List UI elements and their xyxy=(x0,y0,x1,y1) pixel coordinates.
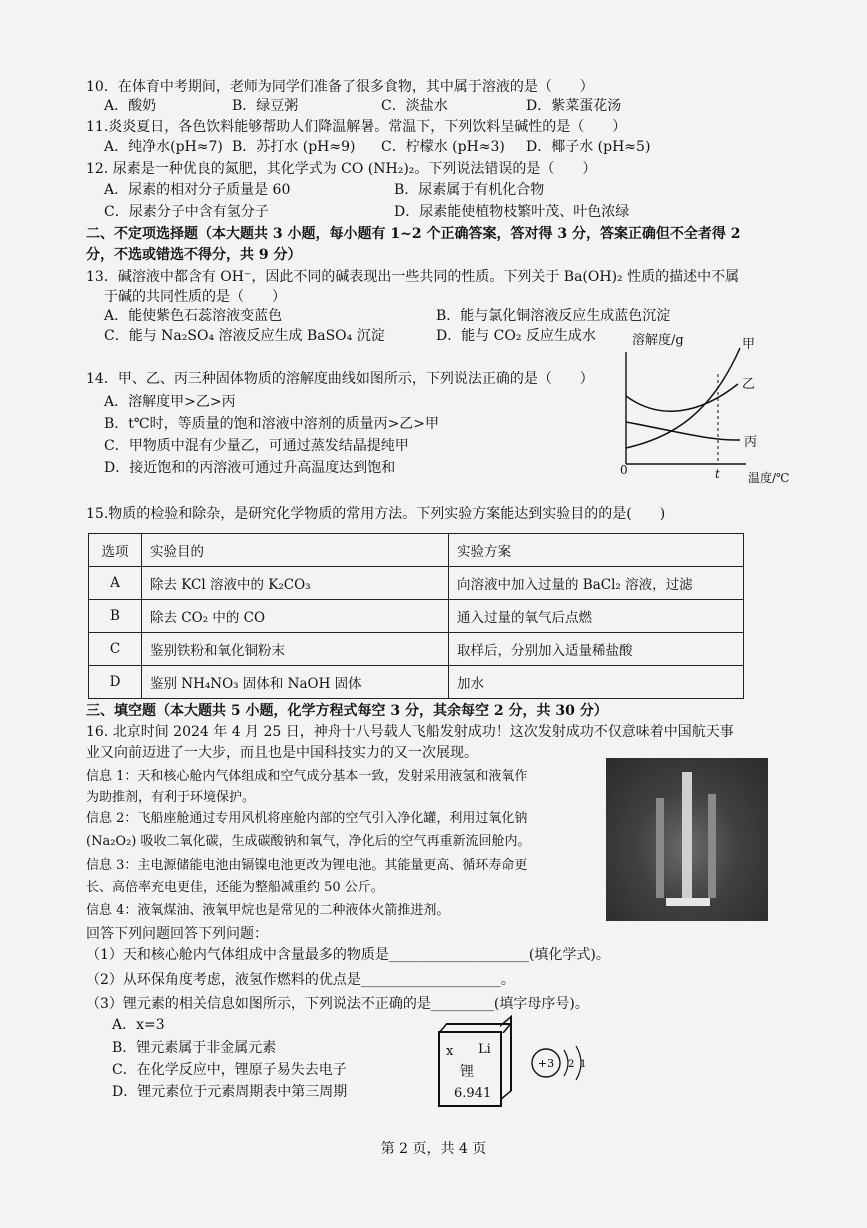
q16-part3: （3）锂元素的相关信息如图所示，下列说法不正确的是_________(填字母序号)。 xyxy=(86,996,589,1012)
q16-info1-cont: 为助推剂，有利于环境保护。 xyxy=(86,790,256,805)
table-cell: 加水 xyxy=(449,666,744,699)
series-label-yi: 乙 xyxy=(742,377,756,392)
table-cell: 除去 CO₂ 中的 CO xyxy=(142,600,449,633)
chart-x-marker: t xyxy=(715,467,720,481)
table-header: 实验目的 xyxy=(142,534,449,567)
q13-option-c: C．能与 Na₂SO₄ 溶液反应生成 BaSO₄ 沉淀 xyxy=(104,328,385,344)
q16-info4: 信息 4：液氧煤油、液氧甲烷也是常见的二种液体火箭推进剂。 xyxy=(86,903,450,918)
element-symbol: Li xyxy=(478,1042,491,1057)
section2-heading-cont: 分，不选或错选不得分，共 9 分） xyxy=(86,247,302,263)
table-row xyxy=(89,666,744,699)
solubility-chart xyxy=(610,326,810,484)
shell1-electrons: 2 xyxy=(568,1059,575,1070)
series-line-bing xyxy=(626,422,740,440)
q11-option-d: D．椰子水 (pH≈5) xyxy=(526,139,651,155)
q16-part2: （2）从环保角度考虑，液氢作燃料的优点是____________________。 xyxy=(86,972,515,988)
q16-option-a: A．x=3 xyxy=(112,1017,165,1033)
table-cell: 除去 KCl 溶液中的 K₂CO₃ xyxy=(142,567,449,600)
q11-stem: 11.炎炎夏日，各色饮料能够帮助人们降温解暑。常温下，下列饮料呈碱性的是（ ） xyxy=(86,119,627,135)
series-label-bing: 丙 xyxy=(744,435,758,450)
table-cell: 鉴别 NH₄NO₃ 固体和 NaOH 固体 xyxy=(142,666,449,699)
q10-stem: 10．在体育中考期间，老师为同学们准备了很多食物，其中属于溶液的是（ ） xyxy=(86,79,594,95)
element-atomic-number: x xyxy=(446,1044,454,1059)
q10-option-b: B．绿豆粥 xyxy=(232,98,299,114)
q12-option-b: B．尿素属于有机化合物 xyxy=(394,182,545,198)
q13-stem-cont: 于碱的共同性质的是（ ） xyxy=(104,289,286,305)
q16-option-b: B．锂元素属于非金属元素 xyxy=(112,1040,277,1056)
q13-option-b: B．能与氯化铜溶液反应生成蓝色沉淀 xyxy=(436,308,671,324)
q14-option-c: C．甲物质中混有少量乙，可通过蒸发结晶提纯甲 xyxy=(104,438,409,454)
shell2-electrons: 1 xyxy=(580,1059,587,1070)
q16-info2-cont: (Na₂O₂) 吸收二氧化碳，生成碳酸钠和氧气，净化后的空气再重新流回舱内。 xyxy=(86,834,531,849)
q12-option-c: C．尿素分子中含有氢分子 xyxy=(104,204,269,220)
q16-part1: （1）天和核心舱内气体组成中含量最多的物质是____________________(填化学式)。 xyxy=(86,947,610,963)
lithium-element-card xyxy=(438,1031,502,1107)
q11-option-a: A．纯净水(pH≈7) xyxy=(104,139,223,155)
lithium-atom-structure xyxy=(526,1040,596,1086)
q12-option-a: A．尿素的相对分子质量是 60 xyxy=(104,182,291,198)
q16-info3-cont: 长、高倍率充电更佳，还能为整船减重约 50 公斤。 xyxy=(86,880,384,895)
q12-stem: 12. 尿素是一种优良的氮肥，其化学式为 CO (NH₂)₂。下列说法错误的是（ ） xyxy=(86,161,597,177)
page-number: 第 2 页，共 4 页 xyxy=(380,1141,487,1157)
table-row xyxy=(89,567,744,600)
table-row xyxy=(89,633,744,666)
table-cell: D xyxy=(89,666,142,699)
q12-option-d: D．尿素能使植物枝繁叶茂、叶色浓绿 xyxy=(394,204,630,220)
q10-option-a: A．酸奶 xyxy=(104,98,157,114)
q14-stem: 14．甲、乙、丙三种固体物质的溶解度曲线如图所示，下列说法正确的是（ ） xyxy=(86,371,594,387)
q16-info1: 信息 1：天和核心舱内气体组成和空气成分基本一致，发射采用液氢和液氧作 xyxy=(86,769,528,784)
chart-xlabel: 温度/℃ xyxy=(748,471,790,484)
q16-stem: 16. 北京时间 2024 年 4 月 25 日，神舟十八号载人飞船发射成功！这次发射成功不仅意味着中国航天事 xyxy=(86,724,734,740)
table-header-row xyxy=(89,534,744,567)
table-header: 实验方案 xyxy=(449,534,744,567)
q16-info2: 信息 2：飞船座舱通过专用风机将座舱内部的空气引入净化罐，利用过氧化钠 xyxy=(86,811,528,826)
q13-stem: 13．碱溶液中都含有 OH⁻，因此不同的碱表现出一些共同的性质。下列关于 Ba(OH)₂ 性质的描述中不属 xyxy=(86,269,740,285)
q15-table xyxy=(88,533,744,699)
q13-option-d: D．能与 CO₂ 反应生成水 xyxy=(436,328,596,344)
q15-stem: 15.物质的检验和除杂，是研究化学物质的常用方法。下列实验方案能达到实验目的的是( ) xyxy=(86,506,666,522)
section2-heading: 二、不定项选择题（本大题共 3 小题，每小题有 1~2 个正确答案，答对得 3 分，答案正确但不全者得 2 xyxy=(86,226,741,242)
element-mass: 6.941 xyxy=(454,1086,492,1101)
table-cell: 取样后，分别加入适量稀盐酸 xyxy=(449,633,744,666)
q14-option-b: B．t℃时，等质量的饱和溶液中溶剂的质量丙>乙>甲 xyxy=(104,416,440,432)
table-cell: B xyxy=(89,600,142,633)
table-cell: A xyxy=(89,567,142,600)
section3-heading: 三、填空题（本大题共 5 小题，化学方程式每空 3 分，其余每空 2 分，共 30 分） xyxy=(86,703,608,719)
table-cell: 鉴别铁粉和氧化铜粉末 xyxy=(142,633,449,666)
q11-option-b: B．苏打水 (pH≈9) xyxy=(232,139,356,155)
q16-prompt: 回答下列问题回答下列问题： xyxy=(86,926,268,942)
table-cell: 通入过量的氧气后点燃 xyxy=(449,600,744,633)
table-header: 选项 xyxy=(89,534,142,567)
table-row xyxy=(89,600,744,633)
q16-stem-cont: 业又向前迈进了一大步，而且也是中国科技实力的又一次展现。 xyxy=(86,745,478,761)
q16-info3: 信息 3：主电源储能电池由镉镍电池更改为锂电池。其能量更高、循环寿命更 xyxy=(86,858,528,873)
nucleus-charge: +3 xyxy=(537,1057,555,1070)
q16-option-c: C．在化学反应中，锂原子易失去电子 xyxy=(112,1062,347,1078)
q10-option-d: D．紫菜蛋花汤 xyxy=(526,98,622,114)
q11-option-c: C．柠檬水 (pH≈3) xyxy=(381,139,505,155)
rocket-launch-photo xyxy=(606,758,768,921)
table-cell: C xyxy=(89,633,142,666)
element-name: 锂 xyxy=(460,1064,474,1080)
series-line-yi xyxy=(626,384,738,411)
q14-option-d: D．接近饱和的丙溶液可通过升高温度达到饱和 xyxy=(104,460,396,476)
q14-option-a: A．溶解度甲>乙>丙 xyxy=(104,394,236,410)
q10-option-c: C．淡盐水 xyxy=(381,98,448,114)
q13-option-a: A．能使紫色石蕊溶液变蓝色 xyxy=(104,308,283,324)
q16-option-d: D．锂元素位于元素周期表中第三周期 xyxy=(112,1084,348,1100)
chart-ylabel: 溶解度/g xyxy=(632,333,684,348)
chart-origin: 0 xyxy=(620,463,628,477)
series-label-jia: 甲 xyxy=(742,337,756,352)
table-cell: 向溶液中加入过量的 BaCl₂ 溶液，过滤 xyxy=(449,567,744,600)
